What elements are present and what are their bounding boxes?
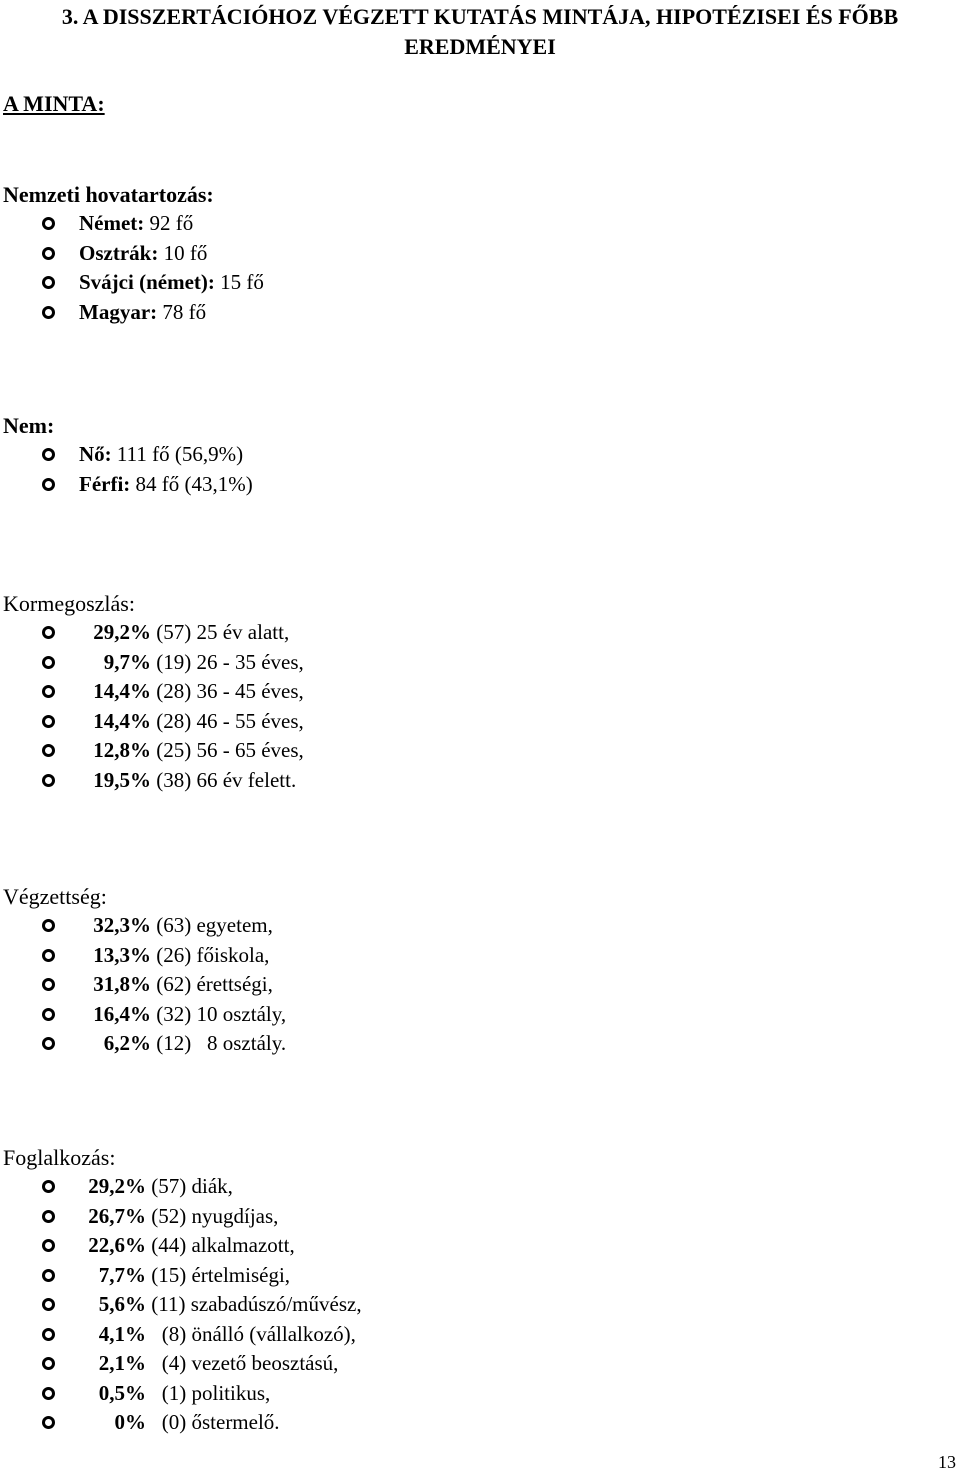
gender-title: Nem: — [3, 413, 55, 438]
bullet-icon — [42, 276, 55, 289]
bullet-icon — [42, 1328, 55, 1341]
nationality-section — [3, 180, 264, 327]
item-percent: 16,4% — [93, 1001, 151, 1026]
item-text: (1) politikus, — [146, 1380, 271, 1405]
bullet-icon — [42, 247, 55, 260]
list-item — [3, 1261, 362, 1291]
item-label: Nő: — [79, 442, 112, 467]
item-percent: 6,2% — [103, 1031, 151, 1056]
sample-label: A MINTA: — [3, 91, 105, 116]
item-percent: 14,4% — [93, 679, 151, 704]
list-item — [3, 1379, 362, 1409]
bullet-icon — [42, 656, 55, 669]
bullet-icon — [42, 949, 55, 962]
age-section — [3, 589, 304, 795]
item-text: (25) 56 - 65 éves, — [151, 738, 304, 763]
item-label: Osztrák: — [79, 240, 159, 265]
bullet-icon — [42, 1239, 55, 1252]
list-item — [3, 707, 304, 737]
bullet-icon — [42, 1416, 55, 1429]
item-value: 92 fő — [144, 211, 194, 236]
age-title: Kormegoszlás: — [3, 591, 135, 616]
item-label: Férfi: — [79, 471, 131, 496]
bullet-icon — [42, 448, 55, 461]
education-section — [3, 882, 286, 1059]
bullet-icon — [42, 306, 55, 319]
item-value: 10 fő — [158, 240, 208, 265]
item-text: (28) 46 - 55 éves, — [151, 708, 304, 733]
item-percent: 32,3% — [93, 913, 151, 938]
item-text: (63) egyetem, — [151, 913, 273, 938]
item-percent: 0,5% — [98, 1380, 146, 1405]
list-item — [3, 298, 264, 328]
list-item — [3, 440, 253, 470]
item-percent: 31,8% — [93, 972, 151, 997]
nationality-title: Nemzeti hovatartozás: — [3, 182, 214, 207]
item-percent: 29,2% — [93, 620, 151, 645]
bullet-icon — [42, 1387, 55, 1400]
bullet-icon — [42, 919, 55, 932]
item-text: (26) főiskola, — [151, 942, 270, 967]
list-item — [3, 1029, 286, 1059]
bullet-icon — [42, 1008, 55, 1021]
item-percent: 7,7% — [98, 1262, 146, 1287]
title-line-2: EREDMÉNYEI — [404, 34, 556, 59]
item-text: (57) 25 év alatt, — [151, 620, 290, 645]
item-value: 111 fő (56,9%) — [111, 442, 244, 467]
list-item — [3, 1320, 362, 1350]
item-text: (0) őstermelő. — [146, 1410, 280, 1435]
list-item — [3, 1202, 362, 1232]
item-text: (15) értelmiségi, — [146, 1262, 291, 1287]
bullet-icon — [42, 978, 55, 991]
list-item — [3, 1290, 362, 1320]
bullet-icon — [42, 715, 55, 728]
item-text: (32) 10 osztály, — [151, 1001, 287, 1026]
item-label: Svájci (német): — [79, 270, 215, 295]
list-item — [3, 1000, 286, 1030]
list-item — [3, 766, 304, 796]
item-text: (62) érettségi, — [151, 972, 273, 997]
item-percent: 5,6% — [98, 1292, 146, 1317]
item-text: (28) 36 - 45 éves, — [151, 679, 304, 704]
item-value: 15 fő — [214, 270, 264, 295]
list-item — [3, 941, 286, 971]
page-number: 13 — [938, 1452, 956, 1472]
item-value: 78 fő — [157, 299, 207, 324]
page-title — [0, 2, 960, 62]
bullet-icon — [42, 1180, 55, 1193]
bullet-icon — [42, 626, 55, 639]
item-text: (11) szabadúszó/művész, — [146, 1292, 362, 1317]
item-percent: 12,8% — [93, 738, 151, 763]
list-item — [3, 911, 286, 941]
bullet-icon — [42, 1210, 55, 1223]
item-percent: 26,7% — [88, 1203, 146, 1228]
education-title: Végzettség: — [3, 884, 107, 909]
list-item — [3, 268, 264, 298]
item-label: Német: — [79, 211, 145, 236]
title-line-1: 3. A DISSZERTÁCIÓHOZ VÉGZETT KUTATÁS MINTÁJA, HIPOTÉZISEI ÉS FŐBB — [61, 4, 899, 29]
list-item — [3, 736, 304, 766]
item-percent: 0% — [114, 1410, 146, 1435]
item-text: (8) önálló (vállalkozó), — [146, 1321, 356, 1346]
item-percent: 19,5% — [93, 767, 151, 792]
list-item — [3, 648, 304, 678]
list-item — [3, 677, 304, 707]
item-label: Magyar: — [79, 299, 158, 324]
list-item — [3, 1231, 362, 1261]
list-item — [3, 470, 253, 500]
bullet-icon — [42, 744, 55, 757]
list-item — [3, 618, 304, 648]
item-percent: 9,7% — [103, 649, 151, 674]
item-text: (52) nyugdíjas, — [146, 1203, 279, 1228]
item-text: (38) 66 év felett. — [151, 767, 297, 792]
occupation-section — [3, 1143, 362, 1438]
item-percent: 2,1% — [98, 1351, 146, 1376]
item-value: 84 fő (43,1%) — [130, 471, 253, 496]
list-item — [3, 239, 264, 269]
item-text: (19) 26 - 35 éves, — [151, 649, 304, 674]
bullet-icon — [42, 1037, 55, 1050]
list-item — [3, 1408, 362, 1438]
item-text: (12) 8 osztály. — [151, 1031, 287, 1056]
bullet-icon — [42, 685, 55, 698]
bullet-icon — [42, 774, 55, 787]
list-item — [3, 970, 286, 1000]
item-percent: 29,2% — [88, 1174, 146, 1199]
list-item — [3, 1349, 362, 1379]
item-percent: 13,3% — [93, 942, 151, 967]
bullet-icon — [42, 1298, 55, 1311]
bullet-icon — [42, 217, 55, 230]
bullet-icon — [42, 1357, 55, 1370]
item-text: (4) vezető beosztású, — [146, 1351, 339, 1376]
item-percent: 22,6% — [88, 1233, 146, 1258]
list-item — [3, 1172, 362, 1202]
item-percent: 4,1% — [98, 1321, 146, 1346]
list-item — [3, 209, 264, 239]
item-percent: 14,4% — [93, 708, 151, 733]
bullet-icon — [42, 1269, 55, 1282]
gender-section — [3, 411, 253, 499]
occupation-title: Foglalkozás: — [3, 1145, 116, 1170]
bullet-icon — [42, 478, 55, 491]
item-text: (57) diák, — [146, 1174, 233, 1199]
item-text: (44) alkalmazott, — [146, 1233, 295, 1258]
